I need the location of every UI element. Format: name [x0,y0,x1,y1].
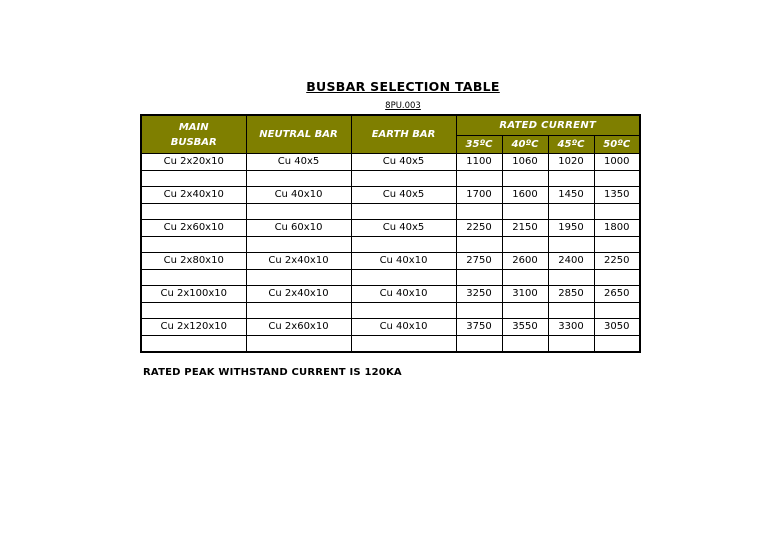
current-50-cell: 2650 [594,286,640,303]
header-rated-current: RATED CURRENT [456,115,640,135]
neutral-bar-cell: Cu 60x10 [246,220,351,237]
header-main-busbar-line2: BUSBAR [170,136,217,148]
current-40-cell: 2600 [502,253,548,270]
main-busbar-cell: Cu 2x60x10 [141,220,246,237]
main-busbar-cell: Cu 2x120x10 [141,319,246,336]
neutral-bar-cell: Cu 40x5 [246,154,351,171]
header-main-busbar [141,115,246,154]
table-row [141,154,640,171]
spacer-row [141,302,640,319]
current-35-cell: 2750 [456,253,502,270]
header-temp-35: 35ºC [456,135,502,153]
current-35-cell: 2250 [456,220,502,237]
current-40-cell: 2150 [502,220,548,237]
header-temp-50: 50ºC [594,135,640,153]
table-row [141,286,640,303]
main-busbar-cell: Cu 2x20x10 [141,154,246,171]
current-40-cell: 3550 [502,319,548,336]
neutral-bar-cell: Cu 40x10 [246,187,351,204]
current-35-cell: 3750 [456,319,502,336]
current-50-cell: 2250 [594,253,640,270]
current-35-cell: 3250 [456,286,502,303]
current-50-cell: 1350 [594,187,640,204]
header-earth-bar: EARTH BAR [351,115,456,154]
current-40-cell: 3100 [502,286,548,303]
table-row [141,220,640,237]
earth-bar-cell: Cu 40x5 [351,187,456,204]
header-main-busbar-line1: MAIN [178,121,209,133]
current-50-cell: 1000 [594,154,640,171]
current-45-cell: 1950 [548,220,594,237]
current-45-cell: 2400 [548,253,594,270]
header-temp-45: 45ºC [548,135,594,153]
earth-bar-cell: Cu 40x10 [351,286,456,303]
current-45-cell: 1020 [548,154,594,171]
table-row [141,319,640,336]
current-45-cell: 3300 [548,319,594,336]
spacer-row [141,269,640,286]
table-row [141,187,640,204]
header-temp-40: 40ºC [502,135,548,153]
current-35-cell: 1100 [456,154,502,171]
page-title: BUSBAR SELECTION TABLE [306,79,500,94]
spacer-row [141,203,640,220]
neutral-bar-cell: Cu 2x40x10 [246,253,351,270]
current-50-cell: 1800 [594,220,640,237]
current-35-cell: 1700 [456,187,502,204]
current-50-cell: 3050 [594,319,640,336]
earth-bar-cell: Cu 40x5 [351,154,456,171]
current-45-cell: 1450 [548,187,594,204]
spacer-row [141,335,640,352]
neutral-bar-cell: Cu 2x40x10 [246,286,351,303]
peak-withstand-note: RATED PEAK WITHSTAND CURRENT IS 120KA [143,367,402,378]
spacer-row [141,236,640,253]
document-code: 8PU.003 [385,101,421,111]
main-busbar-cell: Cu 2x100x10 [141,286,246,303]
main-busbar-cell: Cu 2x80x10 [141,253,246,270]
current-40-cell: 1600 [502,187,548,204]
neutral-bar-cell: Cu 2x60x10 [246,319,351,336]
earth-bar-cell: Cu 40x10 [351,319,456,336]
main-busbar-cell: Cu 2x40x10 [141,187,246,204]
header-neutral-bar: NEUTRAL BAR [246,115,351,154]
current-40-cell: 1060 [502,154,548,171]
busbar-selection-table [140,114,641,353]
table-row [141,253,640,270]
earth-bar-cell: Cu 40x5 [351,220,456,237]
spacer-row [141,170,640,187]
current-45-cell: 2850 [548,286,594,303]
earth-bar-cell: Cu 40x10 [351,253,456,270]
